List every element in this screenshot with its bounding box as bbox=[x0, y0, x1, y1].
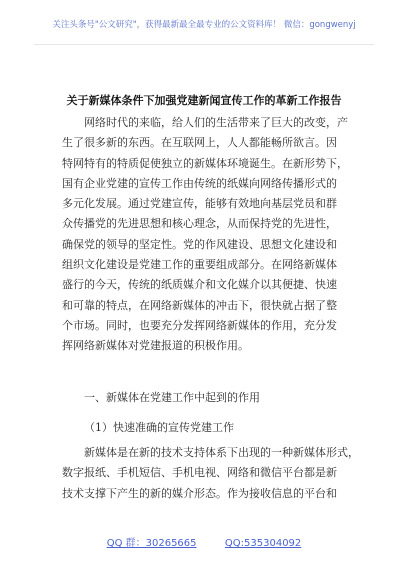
paragraph-line: 数字报纸、手机短信、手机电视、网络和微信平台都是新 bbox=[62, 466, 337, 480]
paragraph-line: 新媒体是在新的技术支持体系下出现的一种新媒体形式， bbox=[84, 446, 359, 459]
header-banner: 关注头条号"公文研究"，获得最新最全最专业的公文资料库！ 微信：gongwenyj bbox=[52, 20, 356, 30]
header-divider bbox=[34, 44, 374, 45]
qq-contact-link[interactable]: QQ:535304092 bbox=[224, 538, 302, 549]
paragraph-2 bbox=[62, 443, 359, 504]
paragraph-line: 网络时代的来临，给人们的生活带来了巨大的改变，产 bbox=[84, 116, 348, 129]
paragraph-line: 确保党的领导的坚定性。党的作风建设、思想文化建设和 bbox=[62, 237, 337, 251]
paragraph-line: 个市场。同时，也要充分发挥网络新媒体的作用，充分发 bbox=[62, 318, 337, 332]
paragraph-line: 挥网络新媒体对党建报道的积极作用。 bbox=[62, 339, 249, 353]
paragraph-1 bbox=[62, 113, 352, 357]
paragraph-line: 组织文化建设是党建工作的重要组成部分。在网络新媒体 bbox=[62, 258, 337, 272]
paragraph-line: 生了很多新的东西。在互联网上，人人都能畅所欲言。因 bbox=[62, 136, 337, 150]
footer bbox=[0, 534, 408, 549]
paragraph-line: 特网特有的特质促使独立的新媒体环境诞生。在新形势下， bbox=[62, 156, 348, 170]
paragraph-line: 盛行的今天，传统的纸质媒介和文化媒介以其便捷、快速 bbox=[62, 278, 337, 292]
qq-group-link[interactable]: QQ 群：30265665 bbox=[106, 538, 197, 549]
paragraph-line: 国有企业党建的宣传工作由传统的纸媒向网络传播形式的 bbox=[62, 176, 337, 190]
section-heading: 一、新媒体在党建工作中起到的作用 bbox=[84, 391, 260, 404]
paragraph-line: 技术支撑下产生的新的媒介形态。作为接收信息的平台和 bbox=[62, 486, 337, 500]
paragraph-line: 众传播党的先进思想和核心理念，从而保持党的先进性， bbox=[62, 217, 337, 231]
subsection-heading: （1）快速准确的宣传党建工作 bbox=[84, 421, 234, 434]
paragraph-line: 多元化发展。通过党建宣传，能够有效地向基层党员和群 bbox=[62, 197, 337, 211]
paragraph-line: 和可靠的特点，在网络新媒体的冲击下，很快就占据了整 bbox=[62, 298, 337, 312]
document-title: 关于新媒体条件下加强党建新闻宣传工作的革新工作报告 bbox=[66, 94, 342, 107]
